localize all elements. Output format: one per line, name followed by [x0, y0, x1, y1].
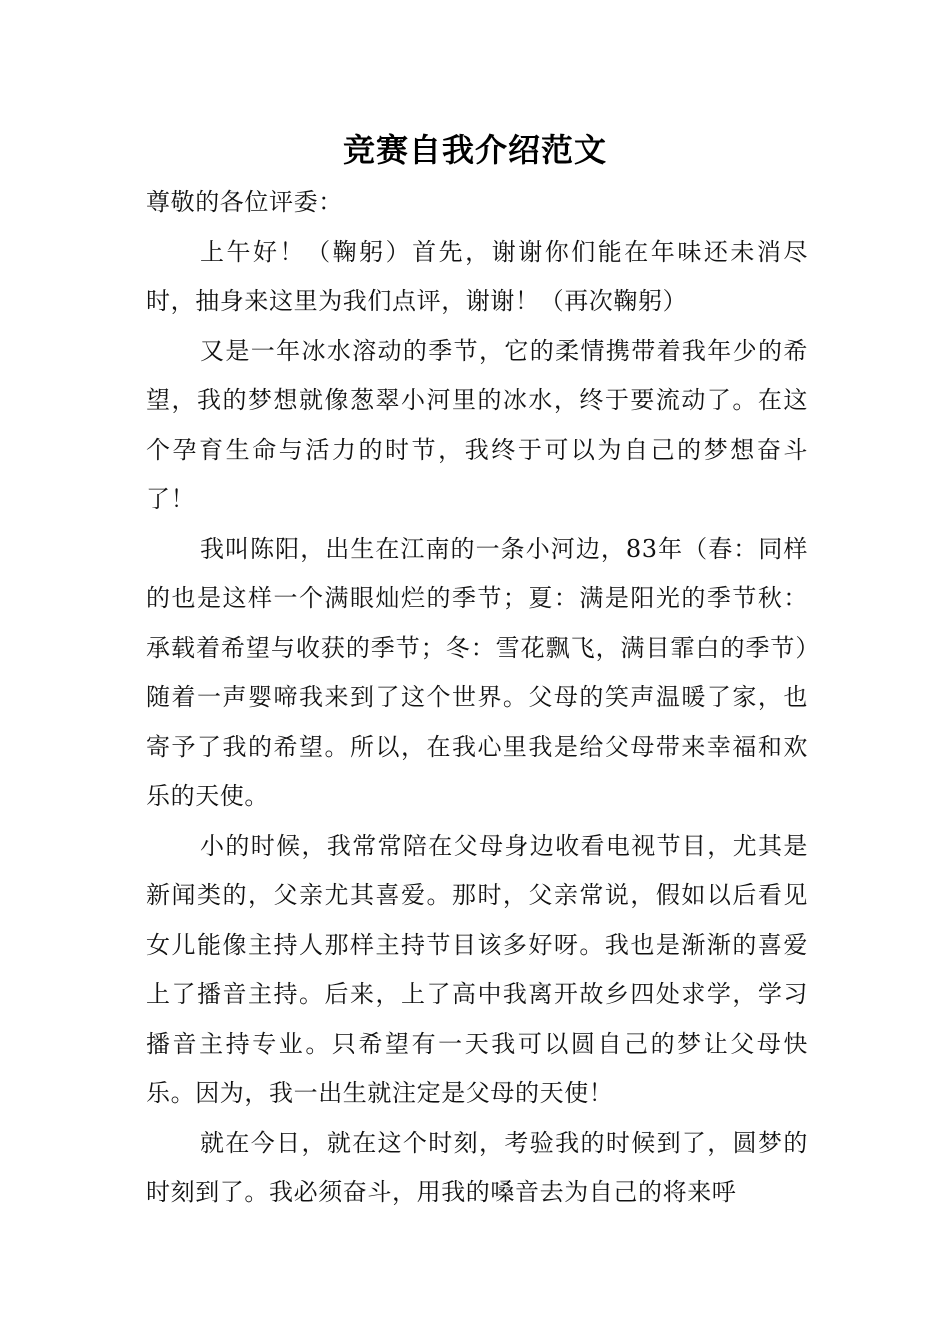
paragraph-introduction: 我叫陈阳，出生在江南的一条小河边，83年（春：同样的也是这样一个满眼灿烂的季节；夏：满是阳光的季节秋：承载着希望与收获的季节；冬：雪花飘飞，满目霏白的季节）随着一声婴啼我来到了这个世界。父母的笑声温暖了家，也寄予了我的希望。所以，在我心里我是给父母带来幸福和欢乐的天使。 — [146, 534, 808, 810]
document-title: 竞赛自我介绍范文 — [342, 131, 607, 169]
paragraph-greeting: 上午好！（鞠躬）首先，谢谢你们能在年味还未消尽时，抽身来这里为我们点评，谢谢！（再次鞠躬） — [146, 237, 808, 315]
paragraph-childhood: 小的时候，我常常陪在父母身边收看电视节目，尤其是新闻类的，父亲尤其喜爱。那时，父亲常说，假如以后看见女儿能像主持人那样主持节目该多好呀。我也是渐渐的喜爱上了播音主持。后来，上了高中我离开故乡四处求学，学习播音主持专业。只希望有一天我可以圆自己的梦让父母快乐。因为，我一出生就注定是父母的天使！ — [146, 831, 808, 1107]
paragraph-season: 又是一年冰水溶动的季节，它的柔情携带着我年少的希望，我的梦想就像葱翠小河里的冰水，终于要流动了。在这个孕育生命与活力的时节，我终于可以为自己的梦想奋斗了！ — [146, 336, 808, 513]
document-body — [146, 178, 808, 1218]
paragraph-today: 就在今日，就在这个时刻，考验我的时候到了，圆梦的时刻到了。我必须奋斗，用我的嗓音去为自己的将来呼 — [146, 1128, 808, 1206]
salutation: 尊敬的各位评委： — [146, 188, 343, 216]
